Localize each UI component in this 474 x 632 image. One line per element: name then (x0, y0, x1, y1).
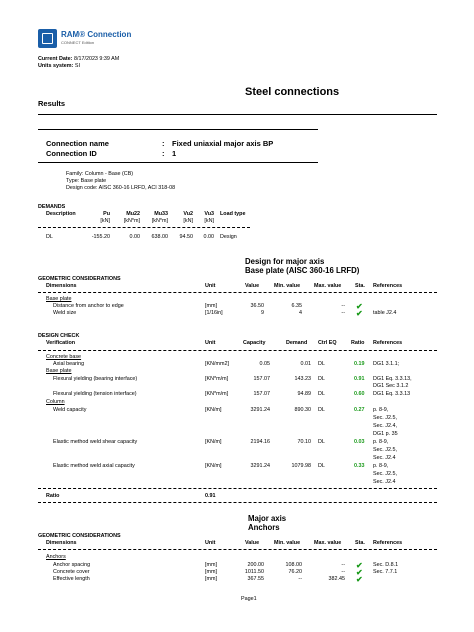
check-icon: ✔ (356, 568, 363, 577)
current-date: Current Date: 8/17/2023 9:39 AM (38, 56, 120, 62)
geo-title: GEOMETRIC CONSIDERATIONS (38, 533, 121, 539)
logo-name: RAM® Connection (61, 30, 132, 39)
section-title: Major axis (248, 514, 287, 523)
connection-name-label: Connection name (46, 139, 109, 148)
geo-title: GEOMETRIC CONSIDERATIONS (38, 276, 121, 282)
section-subtitle: Anchors (248, 523, 280, 532)
divider (38, 502, 437, 503)
check-icon: ✔ (356, 561, 363, 570)
ratio-value: 0.91 (205, 493, 216, 499)
units-system: Units system: SI (38, 63, 80, 69)
divider (38, 292, 437, 293)
page-title: Steel connections (245, 86, 340, 98)
group-base-plate: Base plate (46, 296, 72, 302)
section-title: Design for major axis (245, 257, 325, 266)
check-icon: ✔ (356, 575, 363, 584)
connection-name-value: Fixed uniaxial major axis BP (172, 139, 274, 148)
colon: : (162, 139, 165, 148)
check-icon: ✔ (356, 309, 363, 318)
group-concrete-base: Concrete base (46, 354, 82, 360)
design-code: Design code: AISC 360-16 LRFD, ACI 318-08 (66, 185, 176, 191)
logo-edition: CONNECT Edition (61, 40, 95, 45)
connection-id-label: Connection ID (46, 149, 97, 158)
divider (38, 488, 437, 489)
group-base-plate: Base plate (46, 368, 72, 374)
divider (38, 129, 318, 130)
design-check-title: DESIGN CHECK (38, 333, 80, 339)
group-column: Column (46, 399, 65, 405)
ratio-label: Ratio (46, 493, 60, 499)
group-anchors: Anchors (46, 554, 66, 560)
ram-logo-icon (38, 29, 57, 48)
divider (38, 549, 437, 550)
divider (38, 114, 437, 115)
divider (38, 227, 250, 228)
colon: : (162, 149, 165, 158)
section-subtitle: Base plate (AISC 360-16 LRFD) (245, 266, 360, 275)
divider (38, 350, 437, 351)
demands-title: DEMANDS (38, 204, 66, 210)
results-heading: Results (38, 99, 66, 108)
connection-id-value: 1 (172, 149, 177, 158)
divider (38, 162, 318, 163)
page-number: Page1 (241, 596, 257, 602)
check-icon: ✔ (356, 302, 363, 311)
family: Family: Column - Base (CB) (66, 171, 134, 177)
type: Type: Base plate (66, 178, 107, 184)
